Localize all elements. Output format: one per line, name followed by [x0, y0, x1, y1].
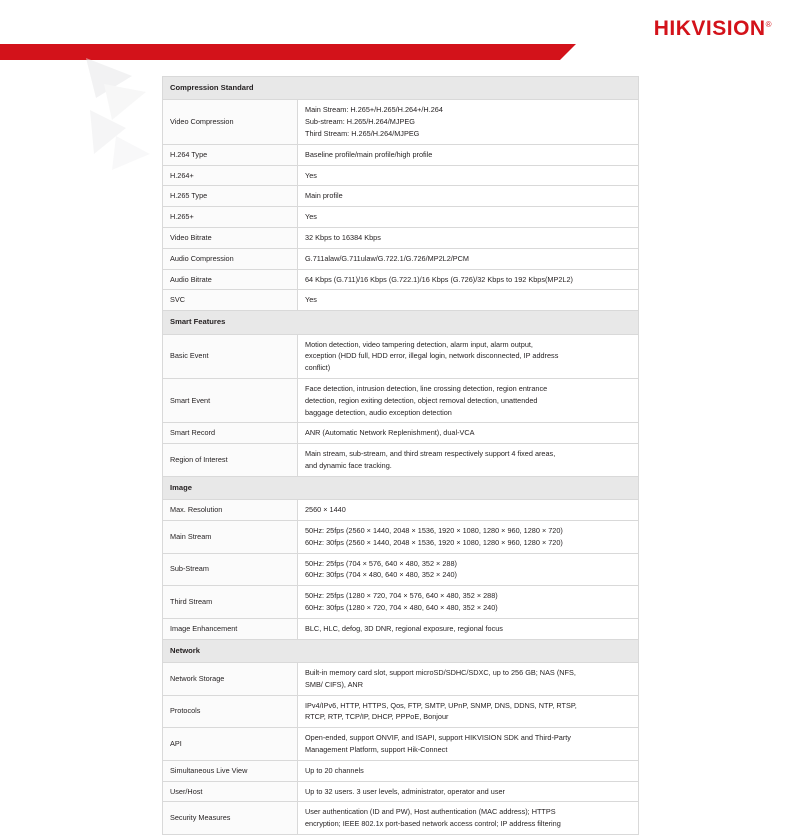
spec-value-line: Built-in memory card slot, support microSD/SDHC/SDXC, up to 256 GB; NAS (NFS, — [305, 667, 576, 677]
specifications-table-body — [163, 77, 639, 835]
table-row — [163, 618, 639, 639]
spec-value-line: Yes — [305, 295, 317, 305]
decorative-watermark — [86, 58, 166, 178]
spec-label: Region of Interest — [163, 444, 298, 477]
table-row — [163, 186, 639, 207]
spec-value-line: Main Stream: H.265+/H.265/H.264+/H.264 — [305, 105, 443, 115]
table-row — [163, 290, 639, 311]
specifications-table — [162, 76, 639, 835]
spec-value-line: 50Hz: 25fps (2560 × 1440, 2048 × 1536, 1920 × 1080, 1280 × 960, 1280 × 720) — [305, 525, 563, 535]
spec-label: Smart Record — [163, 423, 298, 444]
spec-value-line: Main stream, sub-stream, and third stream respectively support 4 fixed areas, — [305, 449, 556, 459]
spec-value — [298, 520, 639, 553]
table-row — [163, 334, 639, 378]
table-row — [163, 144, 639, 165]
spec-value-line: Face detection, intrusion detection, line crossing detection, region entrance — [305, 383, 548, 393]
table-section-header — [163, 311, 639, 334]
spec-value — [298, 618, 639, 639]
table-section-header — [163, 639, 639, 662]
spec-value-line: exception (HDD full, HDD error, illegal login, network disconnected, IP address — [305, 351, 559, 361]
spec-value-line: SMB/ CIFS), ANR — [305, 679, 363, 689]
spec-value — [298, 553, 639, 586]
spec-label: Protocols — [163, 695, 298, 728]
section-title: Image — [163, 476, 639, 499]
spec-value-line: IPv4/IPv6, HTTP, HTTPS, Qos, FTP, SMTP, UPnP, SNMP, DNS, DDNS, NTP, RTSP, — [305, 700, 577, 710]
table-row — [163, 520, 639, 553]
table-section-header — [163, 77, 639, 100]
table-row — [163, 802, 639, 835]
spec-label: Video Compression — [163, 100, 298, 144]
spec-value — [298, 695, 639, 728]
header-red-bar — [0, 44, 560, 60]
brand-text: HIKVISION — [653, 17, 766, 40]
spec-value-line: conflict) — [305, 363, 331, 373]
spec-label: H.265+ — [163, 207, 298, 228]
spec-value — [298, 378, 639, 422]
spec-value-line: RTCP, RTP, TCP/IP, DHCP, PPPoE, Bonjour — [305, 712, 449, 722]
spec-value-line: User authentication (ID and PW), Host authentication (MAC address); HTTPS — [305, 807, 556, 817]
spec-label: Simultaneous Live View — [163, 760, 298, 781]
spec-value-line: ANR (Automatic Network Replenishment), dual-VCA — [305, 428, 475, 438]
table-row — [163, 207, 639, 228]
spec-label: H.264+ — [163, 165, 298, 186]
spec-value-line: baggage detection, audio exception detection — [305, 407, 452, 417]
spec-value-line: Main profile — [305, 191, 343, 201]
spec-label: Sub-Stream — [163, 553, 298, 586]
section-title: Network — [163, 639, 639, 662]
spec-value-line: 60Hz: 30fps (2560 × 1440, 2048 × 1536, 1920 × 1080, 1280 × 960, 1280 × 720) — [305, 537, 563, 547]
brand-registered-mark: ® — [765, 20, 772, 29]
watermark-shapes — [86, 58, 166, 178]
spec-value-line: Yes — [305, 170, 317, 180]
spec-value — [298, 269, 639, 290]
spec-label: H.265 Type — [163, 186, 298, 207]
spec-label: Smart Event — [163, 378, 298, 422]
spec-label: Audio Compression — [163, 248, 298, 269]
spec-value-line: 64 Kbps (G.711)/16 Kbps (G.722.1)/16 Kbps (G.726)/32 Kbps to 192 Kbps(MP2L2) — [305, 274, 573, 284]
spec-value — [298, 248, 639, 269]
spec-label: Third Stream — [163, 586, 298, 619]
spec-value — [298, 186, 639, 207]
spec-value — [298, 444, 639, 477]
spec-label: Video Bitrate — [163, 227, 298, 248]
spec-label: Network Storage — [163, 662, 298, 695]
spec-value-line: 50Hz: 25fps (1280 × 720, 704 × 576, 640 × 480, 352 × 288) — [305, 591, 498, 601]
spec-value — [298, 144, 639, 165]
spec-value — [298, 165, 639, 186]
table-row — [163, 553, 639, 586]
spec-value-line: encryption; IEEE 802.1x port-based network access control; IP address filtering — [305, 819, 561, 829]
table-section-header — [163, 476, 639, 499]
table-row — [163, 695, 639, 728]
table-row — [163, 100, 639, 144]
spec-label: Image Enhancement — [163, 618, 298, 639]
section-title: Smart Features — [163, 311, 639, 334]
spec-value-line: Up to 20 channels — [305, 765, 364, 775]
spec-label: API — [163, 728, 298, 761]
spec-label: Security Measures — [163, 802, 298, 835]
table-row — [163, 586, 639, 619]
spec-value-line: and dynamic face tracking. — [305, 461, 392, 471]
spec-value — [298, 662, 639, 695]
spec-label: Main Stream — [163, 520, 298, 553]
section-title: Compression Standard — [163, 77, 639, 100]
table-row — [163, 269, 639, 290]
spec-value-line: Yes — [305, 212, 317, 222]
spec-value-line: 32 Kbps to 16384 Kbps — [305, 232, 381, 242]
table-row — [163, 165, 639, 186]
spec-value — [298, 802, 639, 835]
table-row — [163, 444, 639, 477]
spec-label: Audio Bitrate — [163, 269, 298, 290]
spec-label: Basic Event — [163, 334, 298, 378]
table-row — [163, 662, 639, 695]
spec-value — [298, 227, 639, 248]
specifications-table-wrapper — [162, 76, 638, 835]
spec-value-line: 2560 × 1440 — [305, 505, 346, 515]
spec-value — [298, 781, 639, 802]
spec-value-line: Open-ended, support ONVIF, and ISAPI, support HIKVISION SDK and Third-Party — [305, 733, 571, 743]
spec-value — [298, 586, 639, 619]
table-row — [163, 500, 639, 521]
table-row — [163, 781, 639, 802]
spec-value-line: Baseline profile/main profile/high profile — [305, 149, 433, 159]
spec-value — [298, 207, 639, 228]
spec-value — [298, 500, 639, 521]
spec-value-line: Motion detection, video tampering detection, alarm input, alarm output, — [305, 339, 533, 349]
table-row — [163, 760, 639, 781]
spec-value-line: G.711alaw/G.711ulaw/G.722.1/G.726/MP2L2/PCM — [305, 253, 469, 263]
spec-value-line: Sub-stream: H.265/H.264/MJPEG — [305, 117, 415, 127]
table-row — [163, 248, 639, 269]
table-row — [163, 423, 639, 444]
spec-value — [298, 423, 639, 444]
spec-label: H.264 Type — [163, 144, 298, 165]
spec-value — [298, 728, 639, 761]
spec-value-line: BLC, HLC, defog, 3D DNR, regional exposure, regional focus — [305, 623, 503, 633]
spec-value — [298, 100, 639, 144]
spec-value-line: detection, region exiting detection, object removal detection, unattended — [305, 395, 538, 405]
spec-label: SVC — [163, 290, 298, 311]
spec-value — [298, 290, 639, 311]
table-row — [163, 378, 639, 422]
spec-value — [298, 334, 639, 378]
spec-value-line: 60Hz: 30fps (704 × 480, 640 × 480, 352 × 240) — [305, 570, 457, 580]
spec-label: Max. Resolution — [163, 500, 298, 521]
spec-value-line: Management Platform, support Hik-Connect — [305, 745, 448, 754]
spec-value-line: 60Hz: 30fps (1280 × 720, 704 × 480, 640 × 480, 352 × 240) — [305, 603, 498, 613]
table-row — [163, 728, 639, 761]
spec-value — [298, 760, 639, 781]
table-row — [163, 227, 639, 248]
spec-value-line: Up to 32 users. 3 user levels, administrator, operator and user — [305, 786, 505, 796]
spec-value-line: 50Hz: 25fps (704 × 576, 640 × 480, 352 × 288) — [305, 558, 457, 568]
spec-label: User/Host — [163, 781, 298, 802]
page-header — [0, 0, 800, 62]
spec-value-line: Third Stream: H.265/H.264/MJPEG — [305, 128, 420, 138]
hikvision-logo — [654, 17, 772, 41]
